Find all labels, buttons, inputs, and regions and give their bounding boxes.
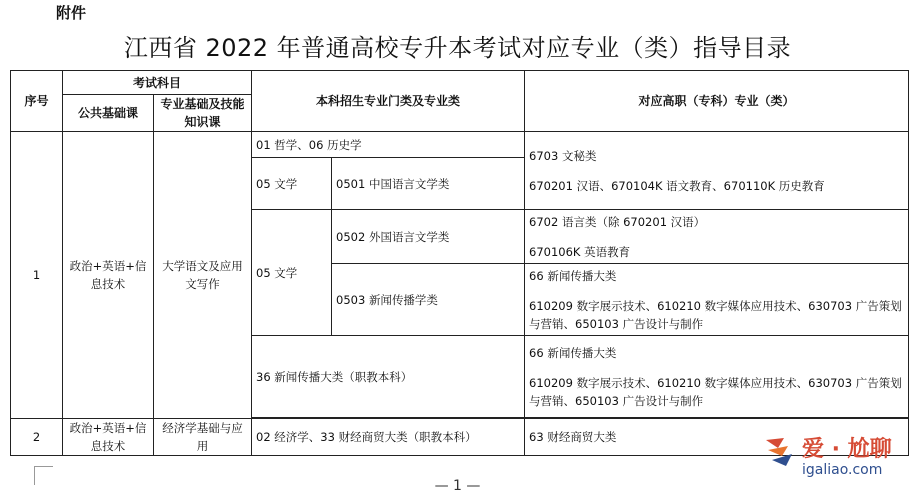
voc-6702-detail: 670106K 英语教育 <box>529 244 631 259</box>
watermark-logo-icon <box>762 434 798 468</box>
voc-66-b-detail: 610209 数字展示技术、610210 数字媒体应用技术、630703 广告策划与营销、650103 广告设计与制作 <box>529 375 902 408</box>
cell-cls-0502: 0502 外国语言文学类 <box>332 210 525 264</box>
row2-seq: 2 <box>11 419 63 456</box>
voc-66-b-title: 66 新闻传播大类 <box>529 345 617 360</box>
row1-professional-course: 大学语文及应用文写作 <box>154 132 252 419</box>
voc-6703-detail: 670201 汉语、670104K 语文教育、670110K 历史教育 <box>529 178 825 193</box>
header-undergrad-major: 本科招生专业门类及专业类 <box>252 71 525 132</box>
cell-cat-36: 36 新闻传播大类（职教本科） <box>252 336 525 418</box>
header-vocational-major: 对应高职（专科）专业（类） <box>525 71 909 132</box>
header-exam-subjects: 考试科目 <box>63 71 252 95</box>
cell-cat-01-06: 01 哲学、06 历史学 <box>252 132 525 158</box>
major-catalog-table <box>10 70 909 456</box>
row2-professional-course: 经济学基础与应用 <box>154 419 252 456</box>
cell-voc-66-b <box>525 336 909 418</box>
voc-6702-title: 6702 语言类（除 670201 汉语） <box>529 214 706 229</box>
cell-cat-05-b: 05 文学 <box>252 210 332 336</box>
cell-cls-0501: 0501 中国语言文学类 <box>332 158 525 210</box>
cell-cat-05-a: 05 文学 <box>252 158 332 210</box>
cell-voc-6702 <box>525 210 909 264</box>
cell-voc-63: 63 财经商贸大类 <box>525 419 909 456</box>
cell-voc-6703 <box>525 132 909 210</box>
cell-voc-66-a <box>525 264 909 336</box>
page-number: — 1 — <box>434 478 481 494</box>
voc-6703-title: 6703 文秘类 <box>529 148 597 163</box>
attachment-label: 附件 <box>56 4 87 22</box>
header-seq: 序号 <box>11 71 63 132</box>
watermark-url: igaliao.com <box>802 462 883 478</box>
row2-public-course: 政治+英语+信息技术 <box>63 419 154 456</box>
header-public-course: 公共基础课 <box>63 95 154 132</box>
cell-cls-0503: 0503 新闻传播学类 <box>332 264 525 336</box>
voc-66-a-detail: 610209 数字展示技术、610210 数字媒体应用技术、630703 广告策划与营销、650103 广告设计与制作 <box>529 298 902 331</box>
voc-66-a-title: 66 新闻传播大类 <box>529 268 617 283</box>
cell-cat-02-33: 02 经济学、33 财经商贸大类（职教本科） <box>252 419 525 456</box>
watermark-title: 爱 · 尬聊 <box>802 437 892 462</box>
row1-public-course: 政治+英语+信息技术 <box>63 132 154 419</box>
header-professional-course: 专业基础及技能知识课 <box>154 95 252 132</box>
row1-seq: 1 <box>11 132 63 419</box>
document-title: 江西省 2022 年普通高校专升本考试对应专业（类）指导目录 <box>123 34 792 62</box>
watermark <box>762 432 912 490</box>
